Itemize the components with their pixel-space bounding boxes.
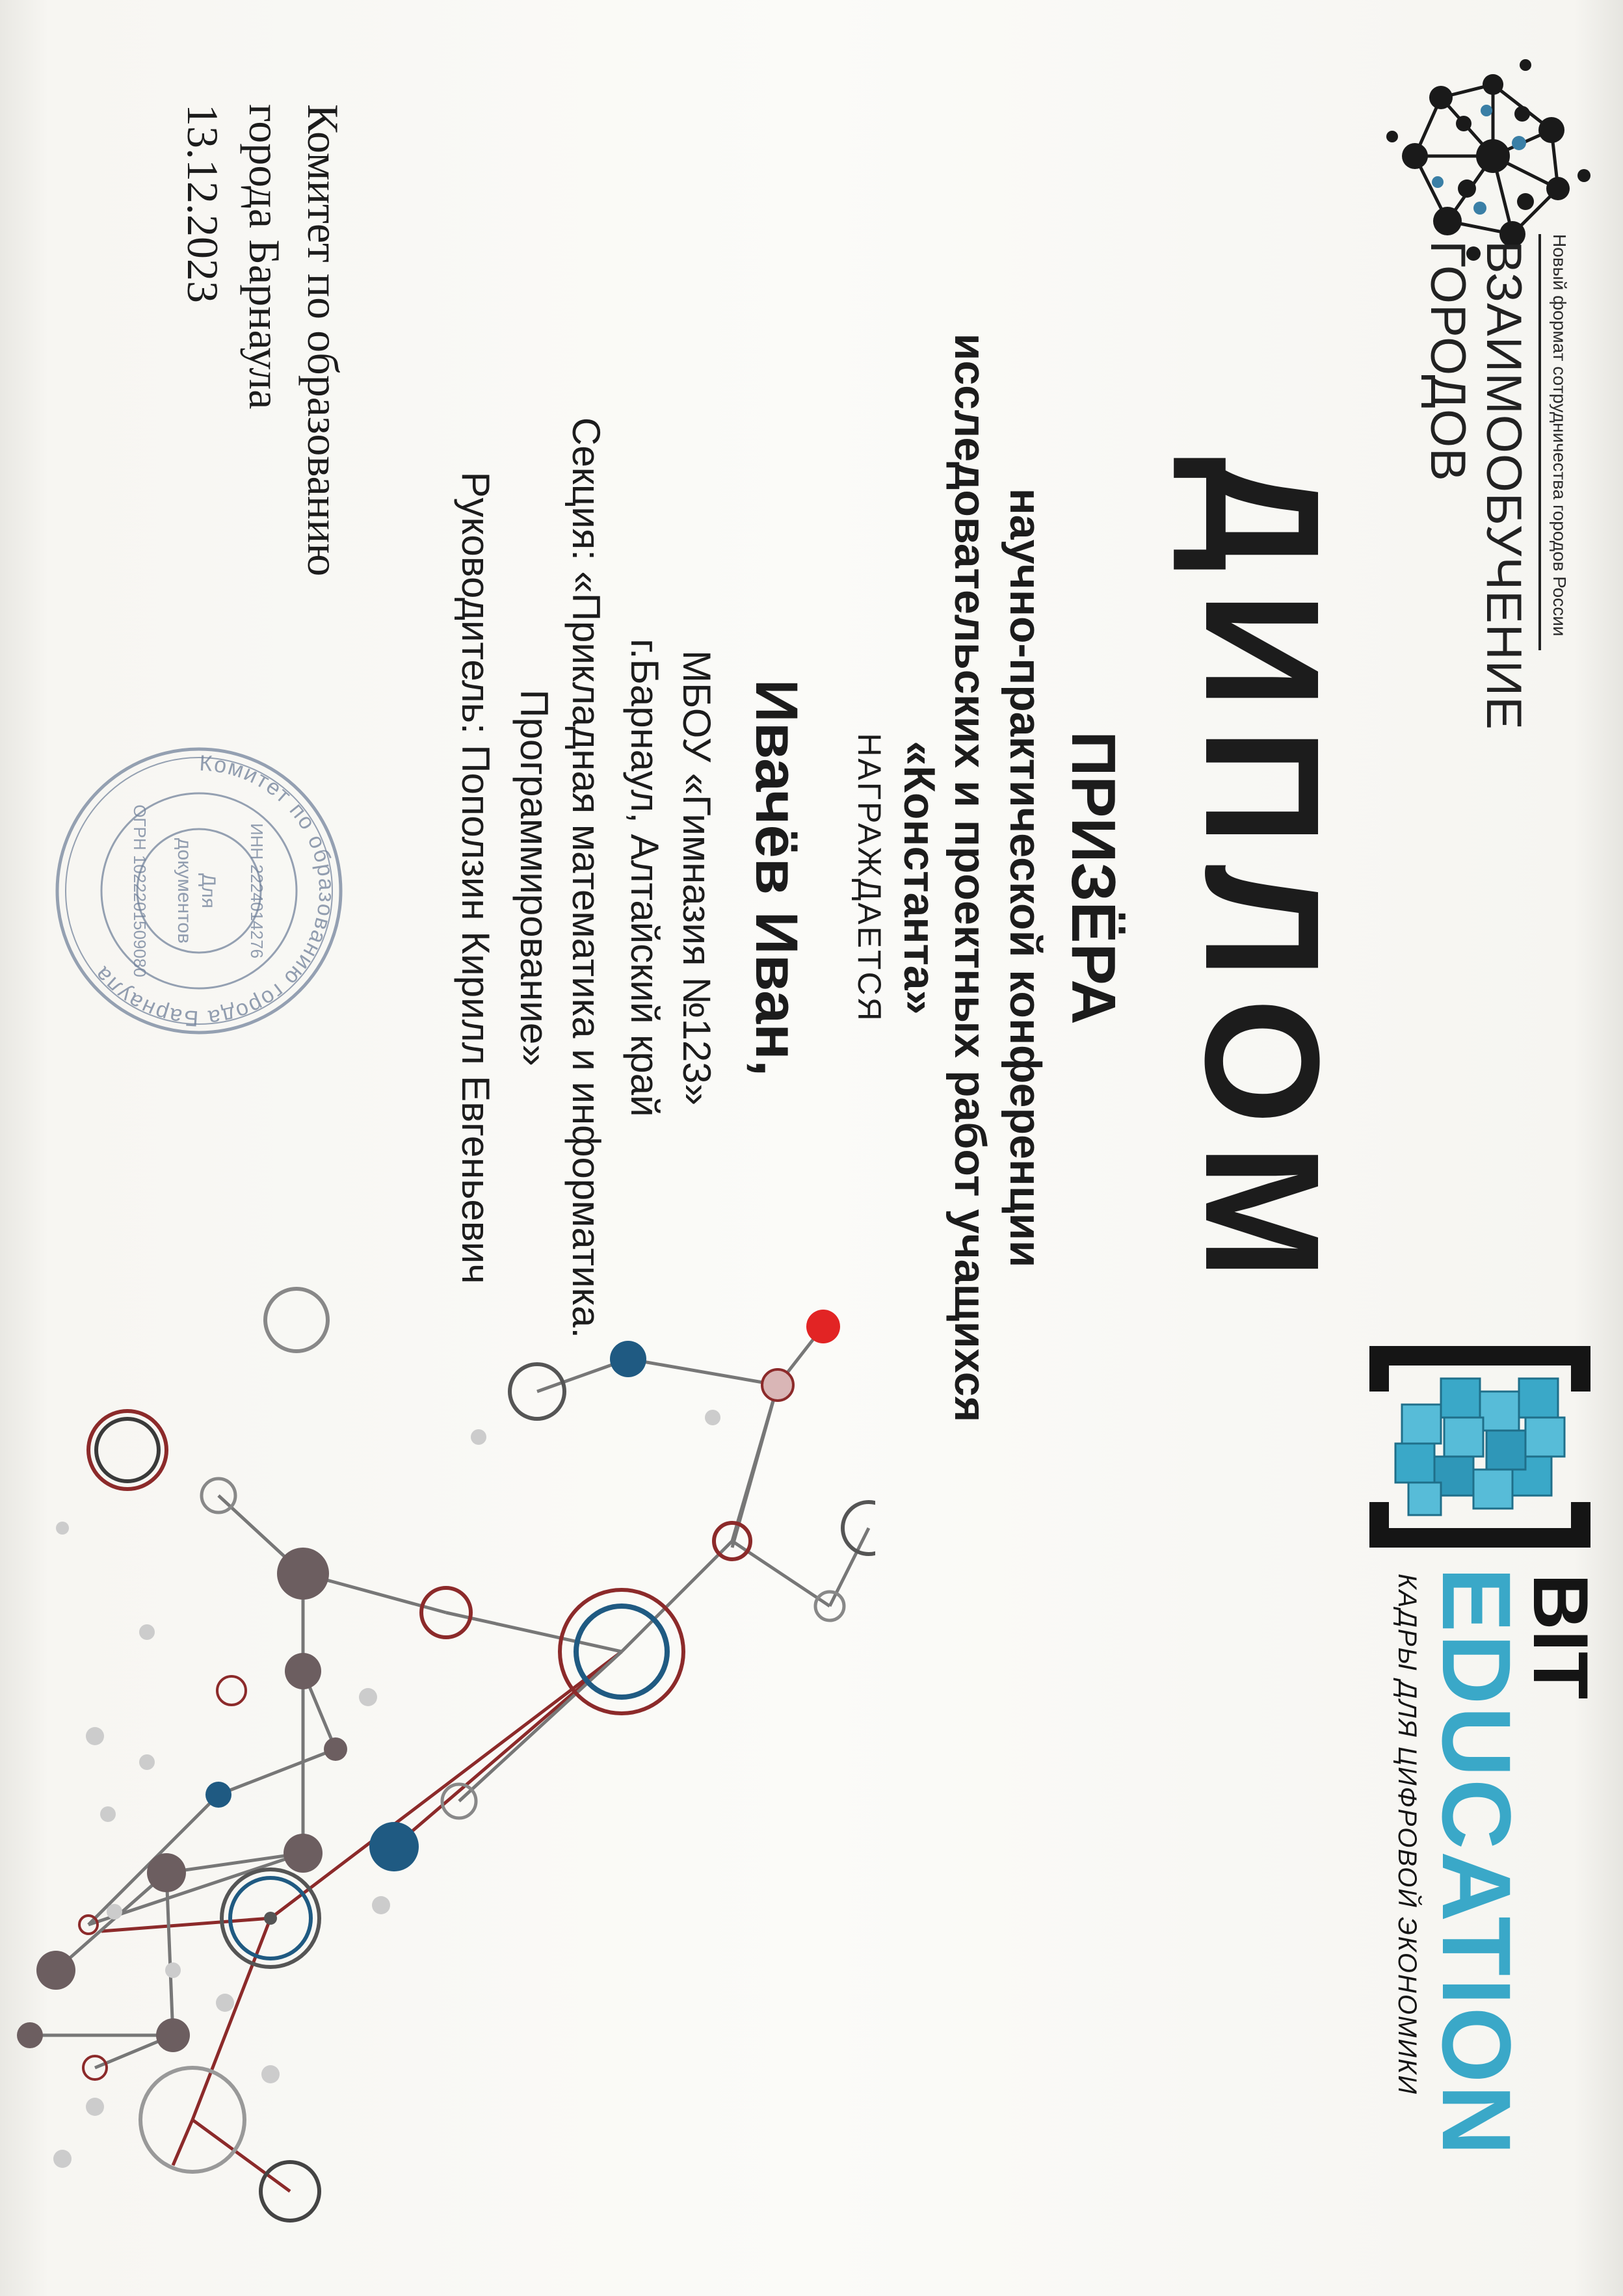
diploma-title: ДИПЛОМ: [1172, 456, 1353, 1299]
stamp-center-line2: документов: [174, 838, 195, 944]
logo-tagline: Новый формат сотрудничества городов России: [1550, 234, 1570, 637]
logo-divider: [1538, 234, 1541, 650]
stamp-outer-text: Комитет по образованию города Барнаула: [88, 750, 339, 1031]
bit-education-logo-icon: [1356, 1339, 1603, 1554]
logo-bit-word: BIT: [1517, 1574, 1604, 1700]
recipient-name: Ивачёв Иван,: [743, 679, 810, 1077]
stamp-center-line1: Для: [198, 873, 219, 909]
official-stamp: [49, 741, 349, 1040]
issuer-line1: Комитет по образованию: [298, 104, 348, 577]
logo-title-line1: ВЗАИМООБУЧЕНИЕ: [1476, 241, 1531, 730]
conference-line1: научно-практической конференции: [1001, 488, 1050, 1268]
issuer-line2: города Барнаула: [240, 104, 289, 410]
conference-line2: исследовательских и проектных работ учащихся «Константа»: [895, 333, 995, 1423]
network-graphic: [17, 1268, 875, 2282]
supervisor: Руководитель: Поползин Кирилл Евгеньевич: [454, 471, 497, 1284]
awarded-label: НАГРАЖДАЕТСЯ: [851, 733, 888, 1023]
stamp-ogrn: ОГРН 1022201509080: [130, 804, 150, 977]
school-name: МБОУ «Гимназия №123»: [675, 650, 719, 1105]
molecule-logo-icon: [1376, 39, 1610, 273]
diploma-degree: ПРИЗЁРА: [1059, 731, 1128, 1025]
city-region: г.Барнаул, Алтайский край: [623, 639, 666, 1117]
stamp-inn: ИНН 2224014276: [247, 823, 267, 959]
logo-subtitle: КАДРЫ ДЛЯ ЦИФРОВОЙ ЭКОНОМИКИ: [1393, 1574, 1421, 2096]
section-line2: Программирование»: [512, 689, 556, 1066]
issue-date: 13.12.2023: [178, 104, 228, 303]
logo-education-word: EDUCATION: [1422, 1567, 1531, 2157]
logo-title-line2: ГОРОДОВ: [1420, 241, 1475, 482]
section-line1: Секция: «Прикладная математика и информатика.: [564, 417, 608, 1339]
